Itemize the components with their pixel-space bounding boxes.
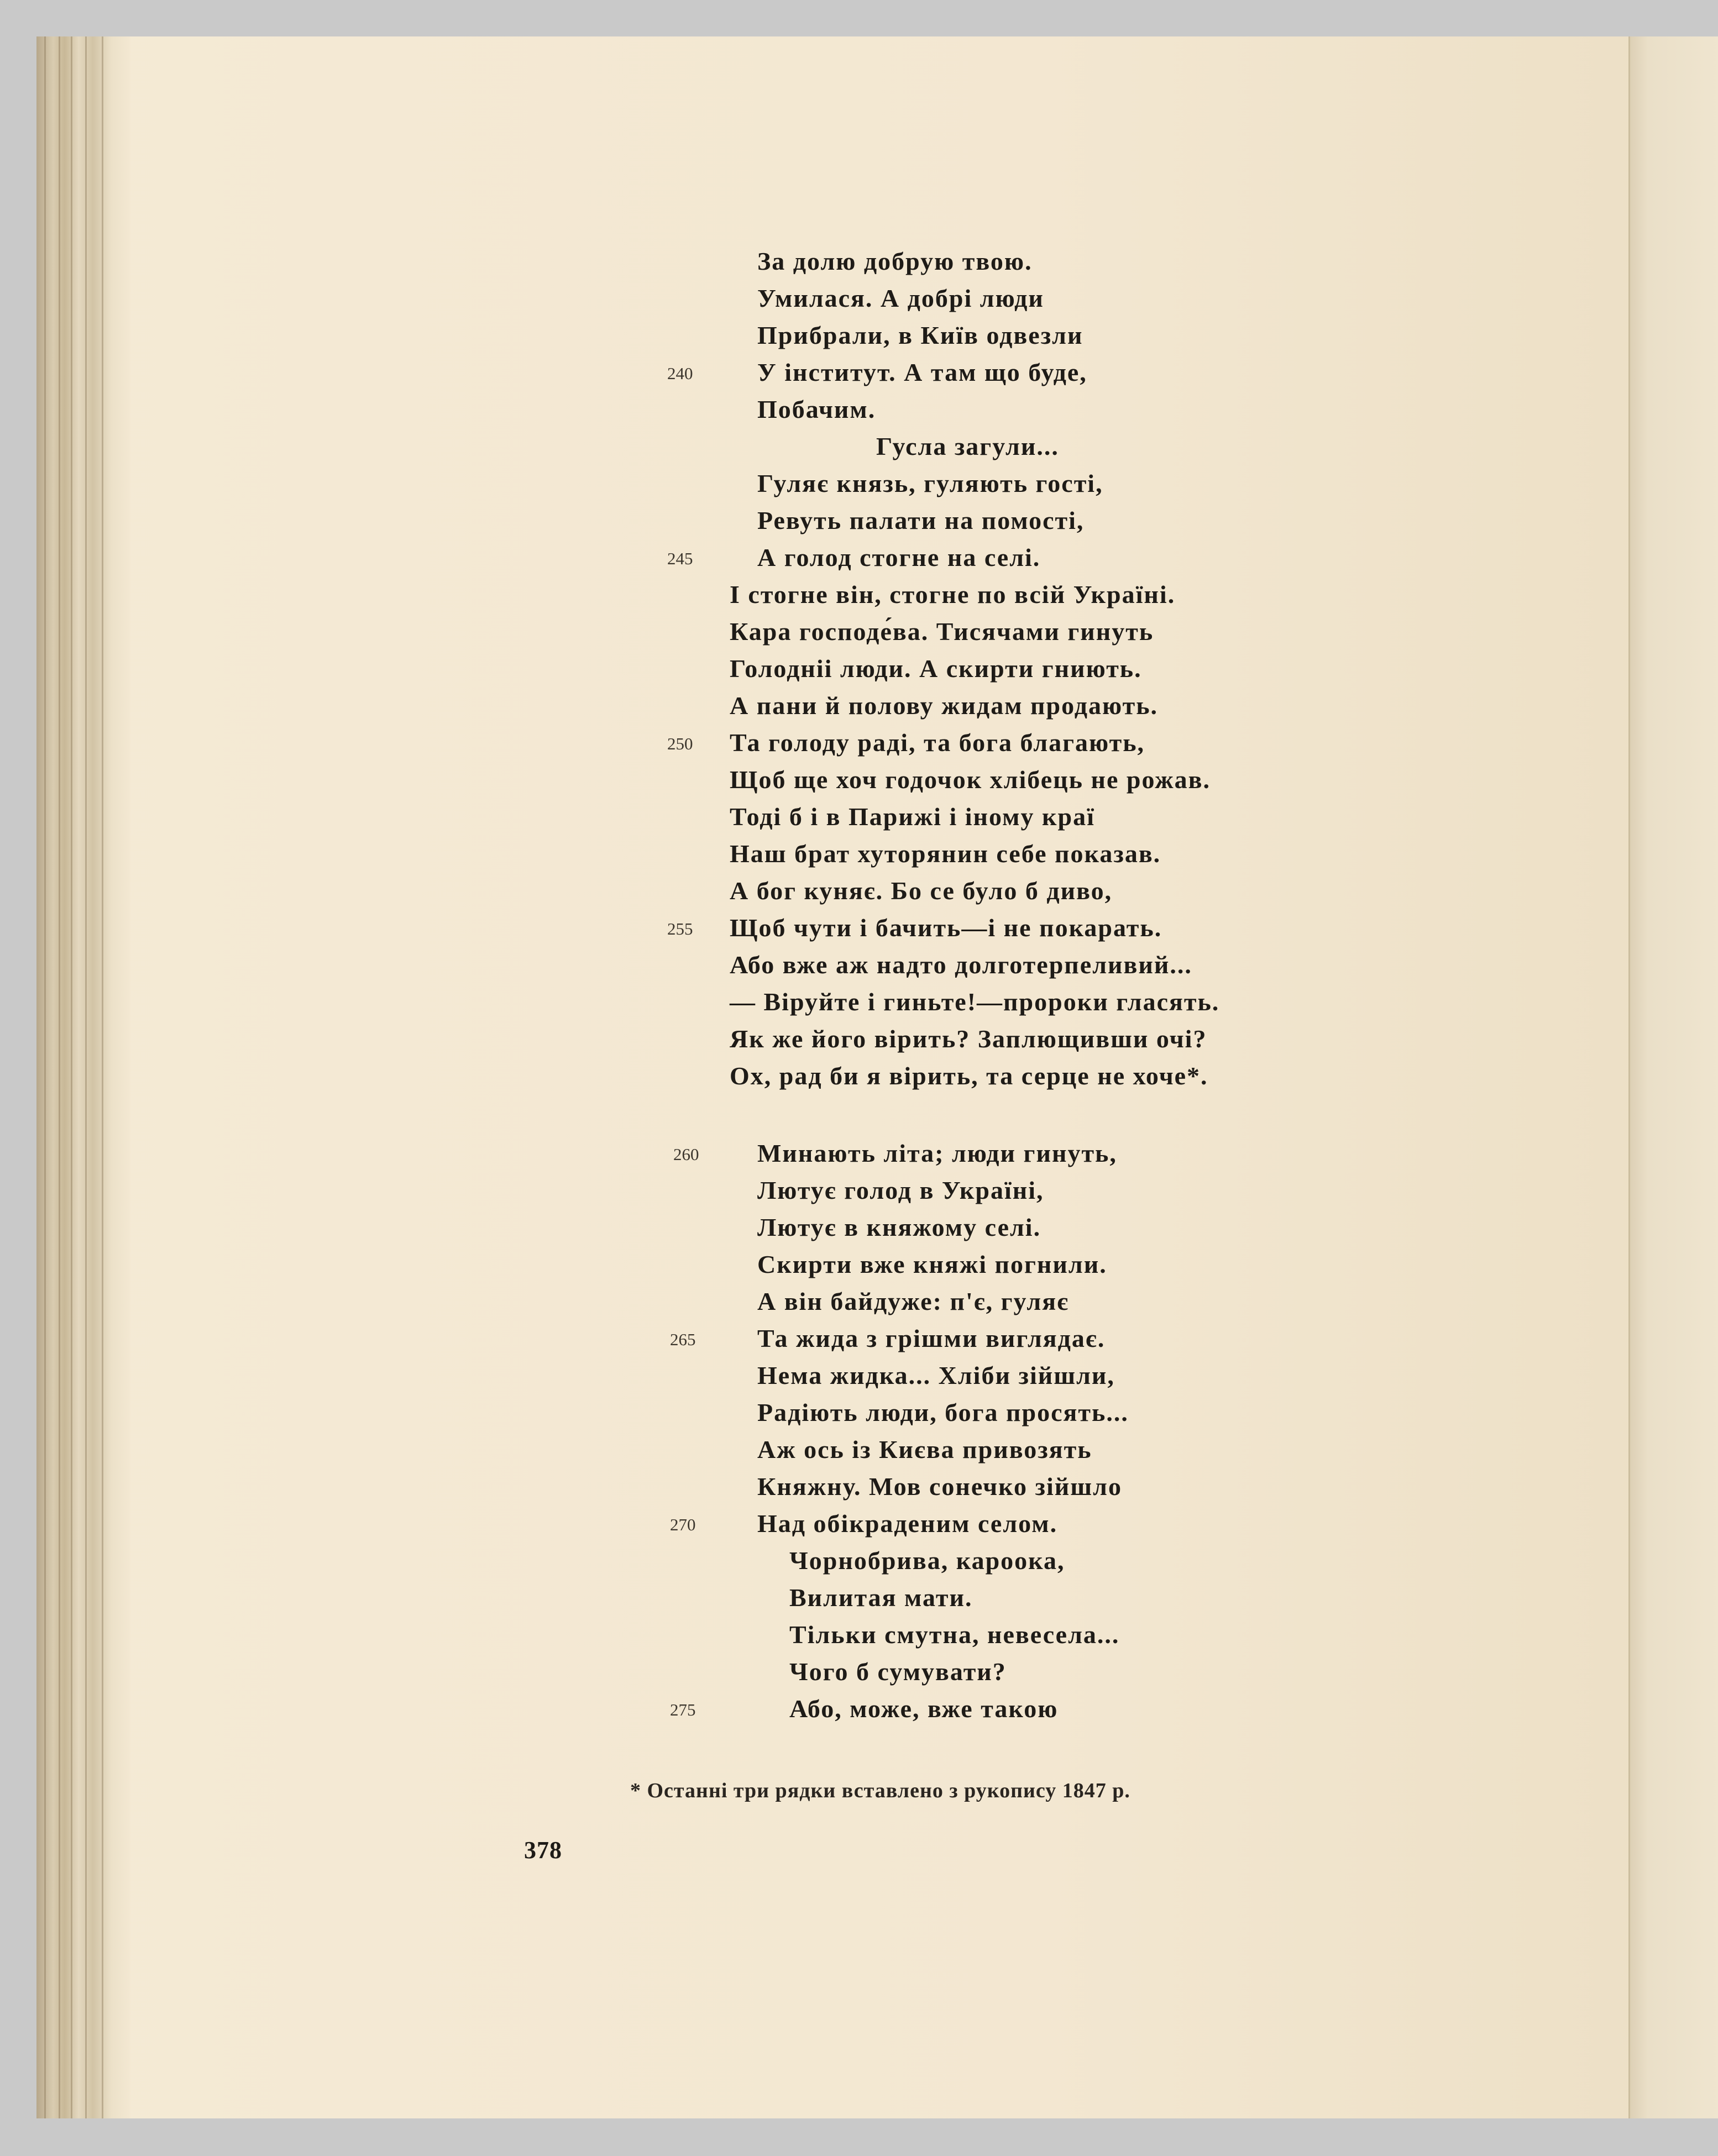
book-gutter (36, 36, 130, 2118)
poem-line: Тоді б і в Парижі і іному краї (730, 802, 1095, 831)
facing-page-edge (1628, 36, 1718, 2118)
footnote: * Останні три рядки вставлено з рукопису 1847 р. (630, 1779, 1130, 1802)
poem-line: За долю добрую твою. (757, 247, 1033, 275)
poem-line: Ох, рад би я вірить, та серце не хоче*. (730, 1062, 1208, 1090)
poem-line: Скирти вже княжі погнили. (757, 1250, 1107, 1278)
line-number: 240 (667, 364, 693, 383)
line-number: 250 (667, 734, 693, 753)
line-number: 260 (673, 1145, 699, 1164)
poem-line: Щоб чути і бачить—і не покарать. (730, 914, 1162, 942)
poem-line: Та жида з грішми виглядає. (757, 1324, 1106, 1352)
gutter-edge (44, 36, 46, 2118)
poem-line: Кара господе́ва. Тисячами гинуть (730, 617, 1154, 646)
poem-line: Гуляє князь, гуляють гості, (757, 469, 1103, 497)
poem-line: Як же його вірить? Заплющивши очі? (730, 1025, 1207, 1053)
poem-line: Нема жидка... Хліби зійшли, (757, 1361, 1115, 1389)
poem-line: Або вже аж надто долготерпеливий... (730, 951, 1192, 979)
poem-line: Ревуть палати на помості, (757, 506, 1085, 534)
poem-line: Лютує голод в Україні, (757, 1176, 1044, 1204)
gutter-edge (71, 36, 72, 2118)
gutter-edge (102, 36, 103, 2118)
poem-line: Над обікраденим селом. (757, 1509, 1058, 1538)
line-number: 270 (670, 1515, 696, 1534)
line-number: 245 (667, 549, 693, 568)
poem-line: А бог куняє. Бо се було б диво, (730, 877, 1113, 905)
poem-line: Побачим. (757, 395, 876, 423)
line-number: 255 (667, 919, 693, 938)
page-number: 378 (524, 1837, 562, 1864)
poem-line: Та голоду раді, та бога благають, (730, 728, 1145, 757)
poem-line: Чого б сумувати? (789, 1657, 1007, 1686)
poem-line: Гусла загули... (876, 432, 1059, 460)
poem-line: Минають літа; люди гинуть, (757, 1139, 1117, 1167)
poem-line: І стогне він, стогне по всій Україні. (730, 580, 1176, 608)
poem-line: Або, може, вже такою (789, 1695, 1059, 1723)
poem-line: У інститут. А там що буде, (757, 358, 1087, 386)
poem-line: Лютує в княжому селі. (757, 1213, 1041, 1241)
gutter-edge (85, 36, 87, 2118)
poem-line: А пани й полову жидам продають. (730, 691, 1159, 720)
poem-line: Щоб ще хоч годочок хлібець не рожав. (730, 765, 1211, 794)
poem-line: Голодніі люди. А скирти гниють. (730, 654, 1142, 683)
poem-line: Прибрали, в Київ одвезли (757, 321, 1083, 349)
poem-line: Аж ось із Києва привозять (757, 1435, 1092, 1463)
line-number: 275 (670, 1700, 696, 1719)
poem-line: Радіють люди, бога просять... (757, 1398, 1129, 1426)
poem-line: А він байдуже: п'є, гуляє (757, 1287, 1069, 1315)
poem-line: Вилитая мати. (789, 1583, 973, 1612)
poem-line: — Віруйте і гиньте!—пророки гласять. (730, 988, 1220, 1016)
poem-line: Наш брат хуторянин себе показав. (730, 840, 1161, 868)
line-number: 265 (670, 1330, 696, 1349)
poem-line: Чорнобрива, кароока, (789, 1546, 1065, 1575)
poem-line: Тільки смутна, невесела... (789, 1620, 1120, 1649)
poem-line: Княжну. Мов сонечко зійшло (757, 1472, 1122, 1501)
poem-line: Умилася. А добрі люди (757, 284, 1044, 312)
gutter-edge (59, 36, 60, 2118)
poem-line: А голод стогне на селі. (757, 543, 1041, 571)
